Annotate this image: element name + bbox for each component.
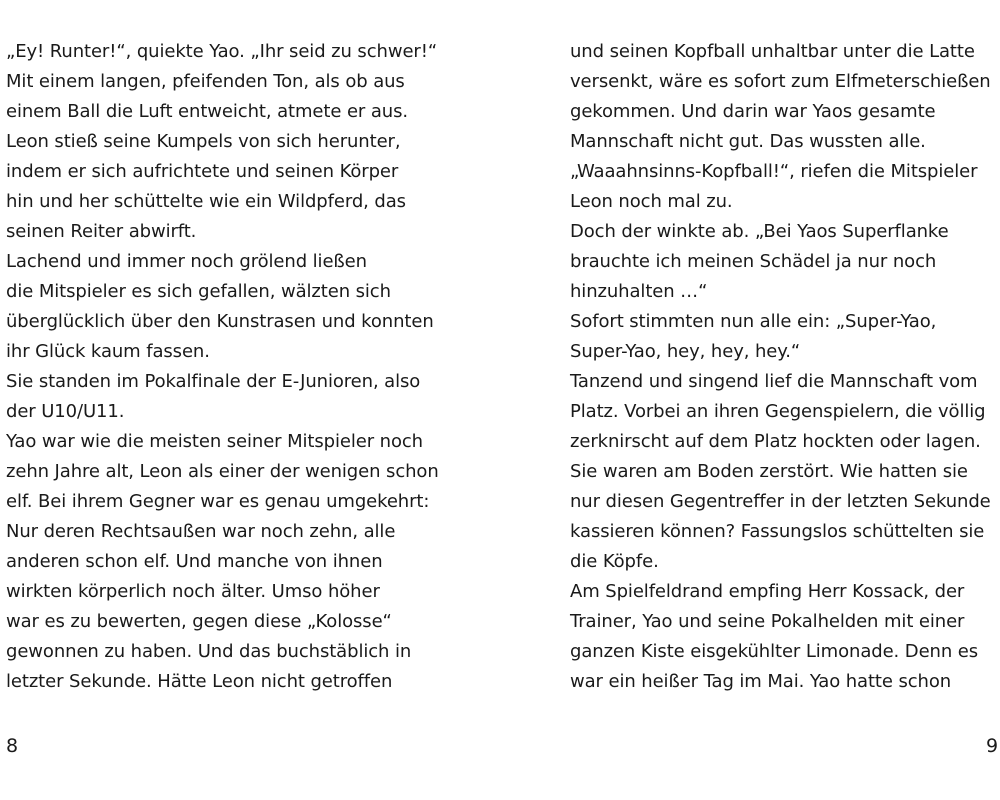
text-line: ihr Glück kaum fassen. — [6, 341, 210, 362]
right-page — [500, 0, 1000, 800]
text-line: seinen Reiter abwirft. — [6, 221, 197, 242]
text-line: zerknirscht auf dem Platz hockten oder lagen. — [570, 431, 981, 452]
text-line: gekommen. Und darin war Yaos gesamte — [570, 101, 936, 122]
text-line: Lachend und immer noch grölend ließen — [6, 251, 367, 272]
text-line: versenkt, wäre es sofort zum Elfmeterschießen — [570, 71, 991, 92]
text-line: Mannschaft nicht gut. Das wussten alle. — [570, 131, 926, 152]
text-line: Doch der winkte ab. „Bei Yaos Superflanke — [570, 221, 949, 242]
text-line: hin und her schüttelte wie ein Wildpferd, das — [6, 191, 406, 212]
text-line: zehn Jahre alt, Leon als einer der wenigen schon — [6, 461, 439, 482]
text-line: kassieren können? Fassungslos schüttelten sie — [570, 521, 985, 542]
right-page-text — [570, 37, 996, 697]
text-line: war es zu bewerten, gegen diese „Kolosse“ — [6, 611, 392, 632]
text-line: Trainer, Yao und seine Pokalhelden mit einer — [570, 611, 965, 632]
text-line: Tanzend und singend lief die Mannschaft vom — [570, 371, 978, 392]
text-line: ganzen Kiste eisgekühlter Limonade. Denn es — [570, 641, 979, 662]
text-line: „Waaahnsinns-Kopfball!“, riefen die Mitspieler — [570, 161, 978, 182]
text-line: gewonnen zu haben. Und das buchstäblich in — [6, 641, 412, 662]
text-line: elf. Bei ihrem Gegner war es genau umgekehrt: — [6, 491, 430, 512]
text-line: Nur deren Rechtsaußen war noch zehn, alle — [6, 521, 396, 542]
text-line: wirkten körperlich noch älter. Umso höher — [6, 581, 380, 602]
text-line: die Köpfe. — [570, 551, 659, 572]
page-number: 8 — [6, 735, 19, 757]
text-line: überglücklich über den Kunstrasen und konnten — [6, 311, 434, 332]
text-line: anderen schon elf. Und manche von ihnen — [6, 551, 383, 572]
left-page-text — [6, 37, 476, 697]
text-line: Platz. Vorbei an ihren Gegenspielern, die völlig — [570, 401, 986, 422]
text-line: einem Ball die Luft entweicht, atmete er aus. — [6, 101, 408, 122]
text-line: Yao war wie die meisten seiner Mitspieler noch — [6, 431, 423, 452]
text-line: nur diesen Gegentreffer in der letzten Sekunde — [570, 491, 991, 512]
text-line: Leon noch mal zu. — [570, 191, 733, 212]
text-line: letzter Sekunde. Hätte Leon nicht getroffen — [6, 671, 393, 692]
text-line: Sie standen im Pokalfinale der E-Junioren, also — [6, 371, 421, 392]
text-line: Am Spielfeldrand empfing Herr Kossack, der — [570, 581, 965, 602]
page-number: 9 — [986, 735, 999, 757]
text-line: „Ey! Runter!“, quiekte Yao. „Ihr seid zu schwer!“ — [6, 41, 438, 62]
text-line: Sofort stimmten nun alle ein: „Super-Yao, — [570, 311, 937, 332]
text-line: brauchte ich meinen Schädel ja nur noch — [570, 251, 937, 272]
text-line: die Mitspieler es sich gefallen, wälzten sich — [6, 281, 391, 302]
text-line: Super-Yao, hey, hey, hey.“ — [570, 341, 801, 362]
text-line: Mit einem langen, pfeifenden Ton, als ob aus — [6, 71, 405, 92]
text-line: und seinen Kopfball unhaltbar unter die Latte — [570, 41, 975, 62]
text-line: Sie waren am Boden zerstört. Wie hatten sie — [570, 461, 968, 482]
text-line: der U10/U11. — [6, 401, 125, 422]
text-line: hinzuhalten …“ — [570, 281, 708, 302]
text-line: indem er sich aufrichtete und seinen Körper — [6, 161, 399, 182]
text-line: war ein heißer Tag im Mai. Yao hatte schon — [570, 671, 952, 692]
text-line: Leon stieß seine Kumpels von sich herunter, — [6, 131, 401, 152]
